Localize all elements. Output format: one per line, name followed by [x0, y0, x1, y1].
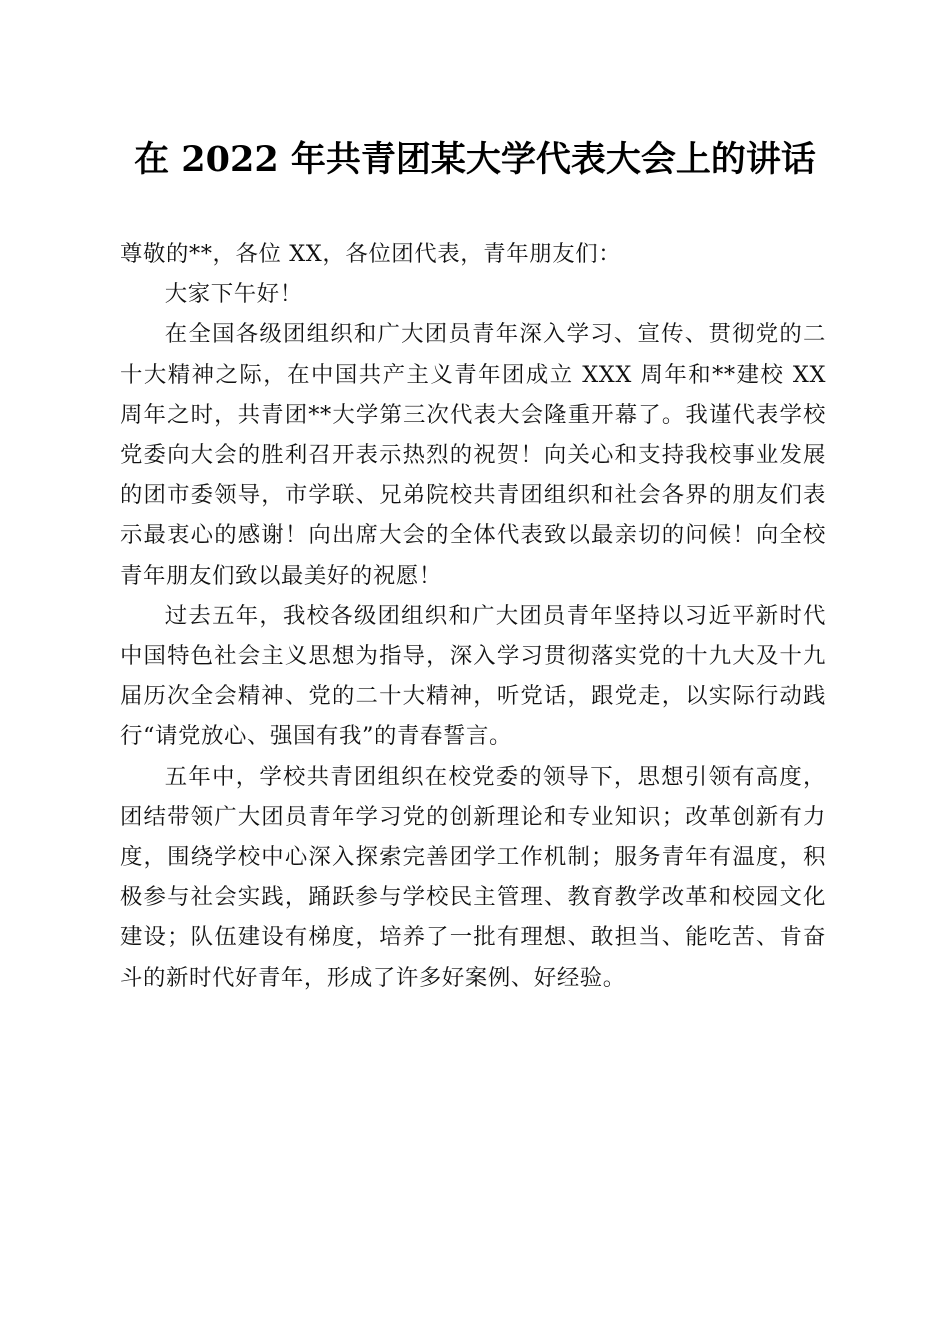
- salutation: 尊敬的**，各位 XX，各位团代表，青年朋友们：: [120, 241, 622, 267]
- paragraph-opening: 在全国各级团组织和广大团员青年深入学习、宣传、贯彻党的二十大精神之际，在中国共产主义青年团成立 XXX 周年和**建校 XX 周年之时，共青团**大学第三次代表大会隆重开幕了。我谨代表学校党委向大会的胜利召开表示热烈的祝贺！向关心和支持我校事业发展的团市委领导，市学联、兄弟院校共青团组织和社会各界的朋友们表示最衷心的感谢！向出席大会的全体代表致以最亲切的问候！向全校青年朋友们致以最美好的祝愿！: [120, 321, 826, 589]
- paragraph-achievements: 五年中，学校共青团组织在校党委的领导下，思想引领有高度，团结带领广大团员青年学习党的创新理论和专业知识；改革创新有力度，围绕学校中心深入探索完善团学工作机制；服务青年有温度，积极参与社会实践，踊跃参与学校民主管理、教育教学改革和校园文化建设；队伍建设有梯度，培养了一批有理想、敢担当、能吃苦、肯奋斗的新时代好青年，形成了许多好案例、好经验。: [120, 763, 826, 991]
- document-body: [120, 234, 826, 998]
- paragraph-greeting: 大家下午好！: [164, 281, 303, 308]
- paragraph-past-five-years: 过去五年，我校各级团组织和广大团员青年坚持以习近平新时代中国特色社会主义思想为指导，深入学习贯彻落实党的十九大及十九届历次全会精神、党的二十大精神，听党话，跟党走，以实际行动践行“请党放心、强国有我”的青春誓言。: [120, 602, 826, 750]
- document-title: 在 2022 年共青团某大学代表大会上的讲话: [134, 139, 816, 180]
